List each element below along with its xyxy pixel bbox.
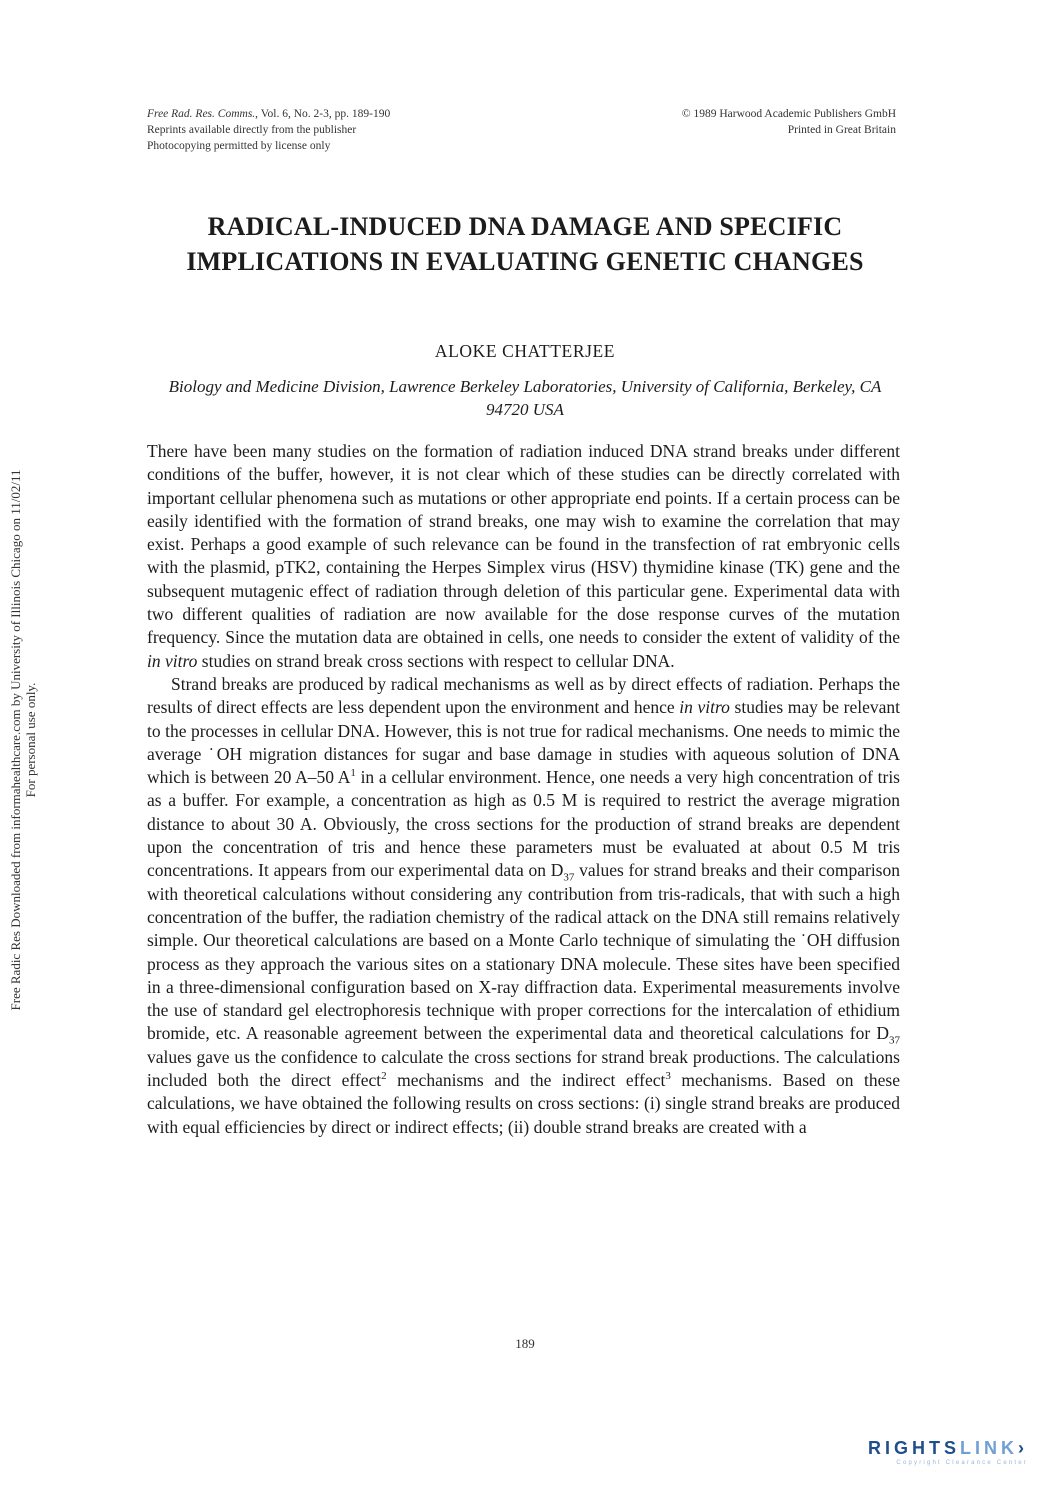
journal-name: Free Rad. Res. Comms. bbox=[147, 108, 256, 120]
p2-text-f: mechanisms and the indirect effect bbox=[386, 1070, 666, 1091]
citation-details: , Vol. 6, No. 2-3, pp. 189-190 bbox=[255, 108, 391, 120]
author-name: ALOKE CHATTERJEE bbox=[434, 341, 616, 361]
p2-italic: in vitro bbox=[679, 697, 730, 718]
p2-text-d: values for strand breaks and their comparison with theoretical calculations without considering any contribution from tris-radicals, that with such a high concentration of the buffer, the radiation chemistry of the radical attack on the DNA still remains relatively simple. Our theoretical calculations are based on a Monte Carlo technique of simulating the ˙OH diffusion process as they approach the various sites on a stationary DNA molecule. These sites have been specified in a three-dimensional configuration based on X-ray diffraction data. Experimental measurements involve the use of standard gel electrophoresis technique with proper corrections for the intercalation of ethidium bromide, etc. A reasonable agreement between the experimental data and theoretical calculations for D bbox=[147, 860, 900, 1044]
reference-1-superscript: 1 bbox=[350, 767, 356, 780]
body-text bbox=[147, 440, 900, 1139]
p2-text-a: Strand breaks are produced by radical mechanisms as well as by direct effects of radiation. Perhaps the results of direct effects are less dependent upon the environment and hence bbox=[147, 673, 900, 718]
logo-link: LINK bbox=[960, 1438, 1018, 1458]
author-affiliation: Biology and Medicine Division, Lawrence Berkeley Laboratories, University of California, Berkeley, CA 94720 USA bbox=[168, 377, 882, 419]
p1-italic: in vitro bbox=[147, 650, 198, 671]
reference-3-superscript: 3 bbox=[665, 1070, 671, 1083]
page-number: 189 bbox=[515, 1336, 535, 1351]
p2-text-b: studies may be relevant to the processes in cellular DNA. However, this is not true for radical mechanisms. One needs to mimic the average ˙OH migration distances for sugar and base damage in studies with aqueous solution of DNA which is between 20 A–50 A bbox=[147, 697, 900, 788]
header-left bbox=[147, 106, 390, 154]
personal-use-line: For personal use only. bbox=[23, 682, 38, 798]
paper-title: RADICAL-INDUCED DNA DAMAGE AND SPECIFIC IMPLICATIONS IN EVALUATING GENETIC CHANGES bbox=[186, 212, 864, 276]
paragraph-1 bbox=[147, 440, 900, 673]
p1-text-a: There have been many studies on the formation of radiation induced DNA strand breaks under different conditions of the buffer, however, it is not clear which of these studies can be directly correlated with important cellular phenomena such as mutations or other appropriate end points. If a certain process can be easily identified with the formation of strand breaks, one may wish to examine the correlation that may exist. Perhaps a good example of such relevance can be found in the transfection of rat embryonic cells with the plasmid, pTK2, containing the Herpes Simplex virus (HSV) thymidine kinase (TK) gene and the subsequent mutagenic effect of radiation through deletion of this particular gene. Experimental data with two different qualities of radiation are now available for the dose response curves of the mutation frequency. Since the mutation data are obtained in cells, one needs to consider the extent of validity of the bbox=[147, 441, 900, 648]
logo-rights: RIGHTS bbox=[867, 1438, 960, 1458]
p2-text-g: mechanisms. Based on these calculations, we have obtained the following results on cross sections: (i) single strand breaks are produced with equal efficiencies by direct or indirect effects; (ii) double strand breaks are created with a bbox=[147, 1070, 901, 1137]
d37-subscript: 37 bbox=[563, 871, 575, 884]
rightslink-wordmark bbox=[868, 1438, 1028, 1459]
download-source-line: Free Radic Res Downloaded from informahealthcare.com by University of Illinois Chicago on 11/02/11 bbox=[8, 469, 23, 1011]
download-watermark-text bbox=[8, 360, 38, 1120]
logo-arrow-icon: › bbox=[1018, 1438, 1028, 1458]
citation-line bbox=[147, 106, 390, 122]
photocopy-note: Photocopying permitted by license only bbox=[147, 140, 331, 152]
p1-text-b: studies on strand break cross sections with respect to cellular DNA. bbox=[197, 650, 675, 671]
d37-subscript-2: 37 bbox=[889, 1034, 900, 1047]
copyright-line: © 1989 Harwood Academic Publishers GmbH bbox=[681, 108, 896, 120]
rightslink-logo[interactable] bbox=[868, 1438, 1028, 1466]
reprints-note: Reprints available directly from the publisher bbox=[147, 124, 357, 136]
download-watermark bbox=[3, 380, 43, 1100]
header-right bbox=[682, 106, 896, 138]
paragraph-2 bbox=[147, 673, 900, 1139]
reference-2-superscript: 2 bbox=[381, 1070, 387, 1083]
printed-line: Printed in Great Britain bbox=[787, 124, 896, 136]
p2-text-c: in a cellular environment. Hence, one needs a very high concentration of tris as a buffer. For example, a concentration as high as 0.5 M is required to restrict the average migration distance to about 30 A. Obviously, the cross sections for the production of strand breaks are dependent upon the concentration of tris and hence these parameters must be evaluated at about 0.5 M tris concentrations. It appears from our experimental data on D bbox=[147, 767, 900, 881]
rightslink-tagline: Copyright Clearance Center bbox=[896, 1460, 1028, 1466]
p2-text-e: values gave us the confidence to calculate the cross sections for strand break productions. The calculations included both the direct effect bbox=[147, 1046, 900, 1091]
